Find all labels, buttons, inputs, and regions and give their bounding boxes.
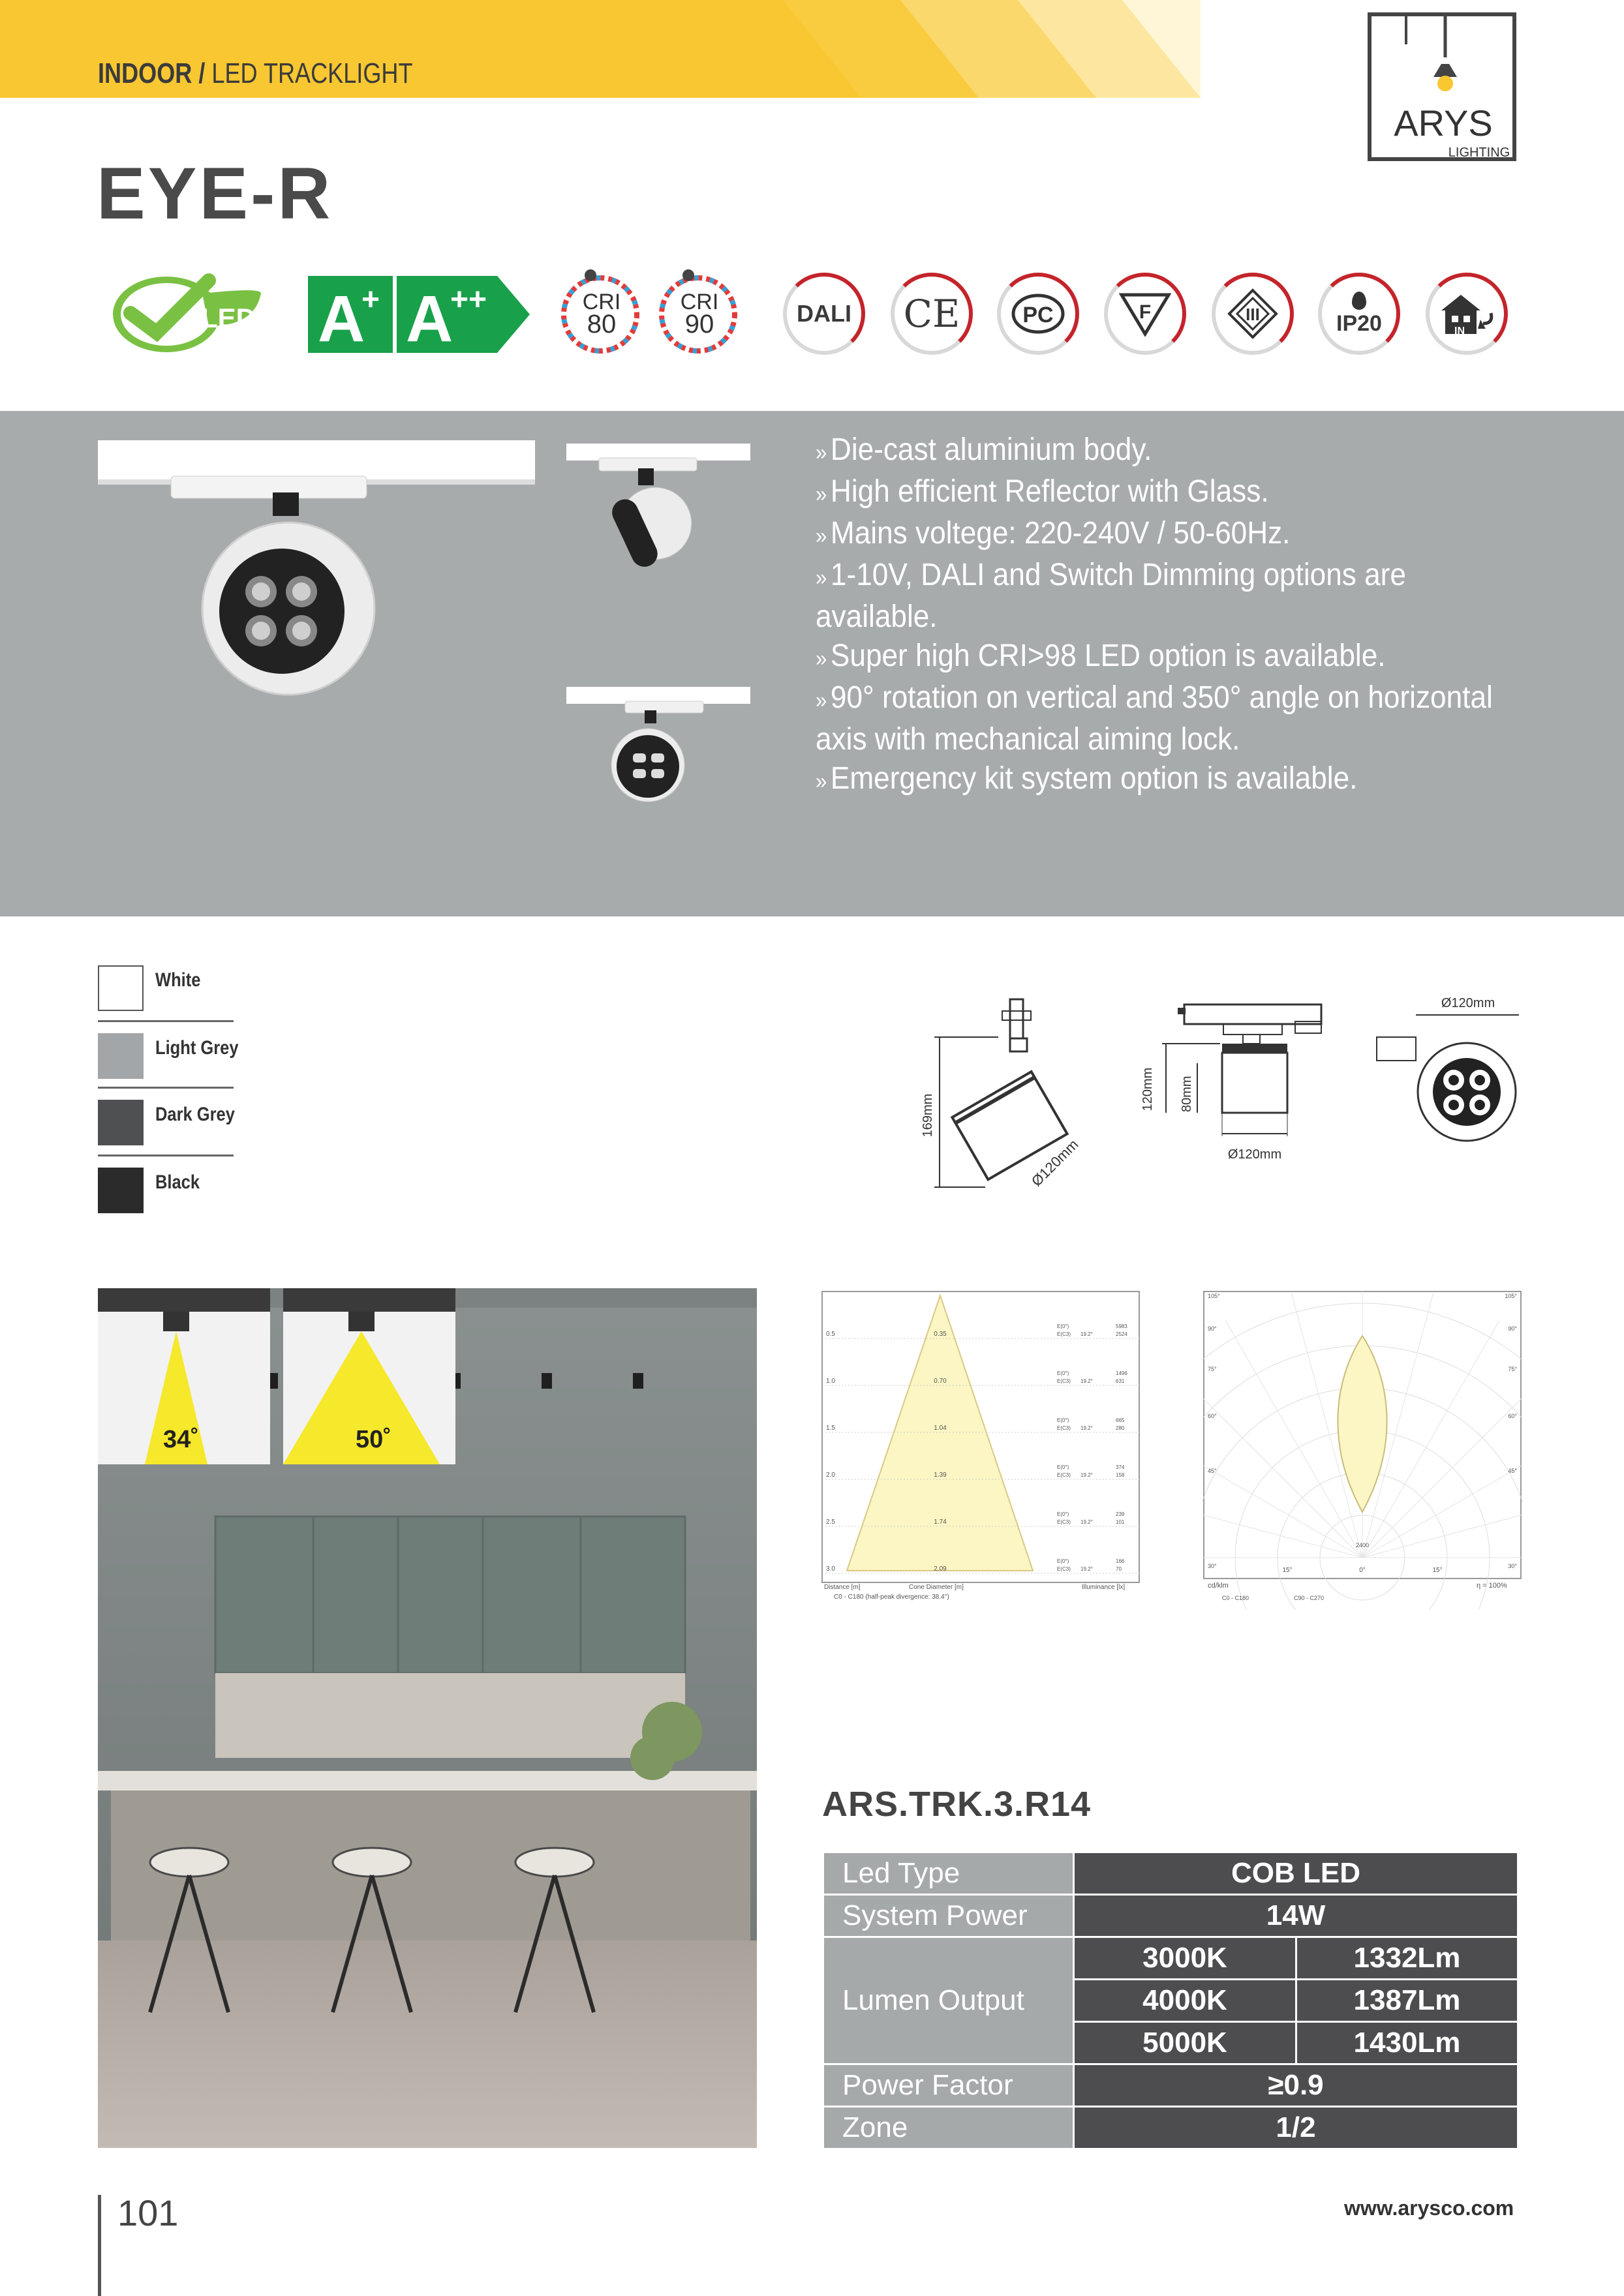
cone-half-angle: 19.2° [1080,1566,1093,1572]
zone-label: Zone [823,2107,1074,2149]
cone-diameter-value: 2.09 [934,1565,947,1573]
dim-height-2: 120mm [1141,1067,1155,1111]
lumen-value: 1430Lm [1296,2022,1518,2064]
cone-half-angle: 19.2° [1080,1519,1093,1525]
feature-text: Emergency kit system option is available. [830,761,1358,796]
cone-diameter-value: 0.70 [934,1378,947,1385]
class3-badge [1212,273,1294,355]
cone-distance-label: 1.0 [826,1378,835,1385]
swatch-light-grey [98,1033,144,1079]
cri80-value: 80 [587,310,617,339]
swatch-label: Black [155,1171,200,1193]
bullet-icon: » [816,440,827,465]
polar-diagram [1203,1290,1522,1610]
logo-sub: LIGHTING [1448,145,1510,160]
lumen-cct: 3000K [1074,1937,1296,1980]
swatch-divider [98,1087,234,1089]
polar-angle-left: 30° [1208,1563,1217,1569]
cone-distance-label: 1.5 [826,1425,835,1432]
cone-illuminance-edge: 101 [1116,1519,1125,1525]
lumen-value: 1332Lm [1296,1937,1518,1980]
polar-angle-left: 60° [1208,1413,1217,1419]
swatch-divider [98,1155,234,1156]
dim-height-1: 169mm [921,1093,935,1138]
cone-half-angle: 19.2° [1080,1378,1093,1384]
cone-diameter-value: 1.39 [934,1472,947,1479]
polar-legend-1: C0 - C180 [1222,1595,1249,1601]
swatch-white [98,965,144,1011]
website-link[interactable]: www.arysco.com [1344,2196,1514,2220]
dim-diameter-3: Ø120mm [1441,996,1495,1010]
model-code: ARS.TRK.3.R14 [822,1785,1092,1824]
product-image-side [566,444,750,574]
energy-a1: A [318,282,365,353]
category-breadcrumb [98,57,412,90]
dimension-drawing-side [913,991,1103,1213]
table-row [823,1895,1518,1937]
polar-angle-right: 60° [1508,1413,1517,1419]
polar-ring-label: 2400 [1355,1542,1370,1548]
bullet-icon: » [816,688,827,713]
water-drop-icon [1352,292,1366,310]
table-row [823,1852,1518,1895]
polar-angle-left: 105° [1208,1293,1220,1299]
bullet-icon: » [816,566,827,590]
ip20-badge [1318,273,1400,355]
dimension-drawing-top [1370,991,1527,1148]
feature-item [816,637,1530,678]
lumen-cct: 4000K [1074,1980,1296,2022]
spec-table [822,1851,1519,2150]
polar-angle-right: 30° [1508,1563,1517,1569]
f-mark-text: F [1139,301,1152,323]
cri90-badge [652,267,744,359]
category-main: INDOOR / [98,57,206,89]
energy-a2-sup: ++ [450,282,487,317]
zone-value: 1/2 [1074,2107,1518,2149]
feature-text: 1-10V, DALI and Switch Dimming options are available. [816,558,1406,634]
indoor-text: IN [1454,325,1465,337]
dim-body-2: 80mm [1180,1076,1194,1112]
cone-illuminance-edge: 280 [1116,1425,1125,1431]
polar-angle-left: 90° [1208,1325,1217,1332]
power-value: 14W [1074,1895,1518,1937]
feature-item [816,759,1530,801]
led-type-label: Led Type [823,1852,1074,1895]
cone-illuminance-edge: 158 [1116,1472,1125,1478]
cone-half-angle: 19.2° [1080,1331,1093,1337]
cone-e0-label: E(0°) [1057,1370,1069,1376]
cri80-label: CRI [582,290,621,314]
cone-diameter-label: Cone Diameter [m] [909,1584,964,1591]
pf-value: ≥0.9 [1074,2064,1518,2107]
dimension-drawing-front [1132,991,1334,1181]
product-image-front [566,687,750,804]
polar-angle-right: 90° [1508,1325,1517,1332]
pc-mark: PC [1022,303,1054,327]
logo-name: ARYS [1394,102,1493,144]
cone-half-angle: 19.2° [1080,1425,1093,1431]
energy-a2: A [406,282,453,353]
cone-ec3-label: E(C3) [1057,1425,1071,1431]
ip20-text: IP20 [1336,310,1382,336]
arys-logo [1367,12,1520,167]
page-number: 101 [117,2192,179,2233]
dali-badge: DALI [783,273,865,355]
pc-badge [997,273,1079,355]
feature-item [816,514,1530,556]
cone-half-angle: 19.2° [1080,1472,1093,1478]
dim-diameter-1: Ø120mm [1028,1136,1082,1190]
cone-x-label: Distance [m] [824,1584,861,1591]
cone-e0-label: E(0°) [1057,1511,1069,1517]
polar-angle-right: 45° [1508,1468,1517,1474]
color-options [98,965,294,1213]
led-badge-text: LED [201,303,256,333]
class3-text: III [1246,305,1260,324]
cone-e0-label: E(0°) [1057,1558,1069,1564]
led-badge [104,267,268,352]
cri90-value: 90 [684,310,714,339]
cone-illuminance-edge: 70 [1116,1566,1122,1572]
table-row [823,2064,1518,2107]
cone-diameter-value: 0.35 [934,1331,947,1338]
cone-diameter-value: 1.74 [934,1518,947,1526]
cri90-label: CRI [680,290,719,314]
feature-item [816,556,1530,637]
swatch-dark-grey [98,1100,144,1145]
cone-e0-label: E(0°) [1057,1464,1069,1470]
cone-distance-label: 3.0 [826,1565,835,1573]
cone-illuminance-edge: 631 [1116,1378,1125,1384]
dim-diameter-2: Ø120mm [1227,1147,1282,1162]
feature-text: High efficient Reflector with Glass. [830,474,1269,509]
cone-e0-label: E(0°) [1057,1323,1069,1329]
cri80-badge [555,267,646,359]
polar-legend-2: C90 - C270 [1294,1595,1325,1601]
cone-e0-label: E(0°) [1057,1417,1069,1423]
polar-angle-left: 75° [1208,1366,1217,1372]
cone-illuminance-label: Illuminance [lx] [1082,1584,1126,1591]
polar-bottom-left: 15° [1282,1567,1293,1574]
bullet-icon: » [816,646,827,671]
polar-angle-right: 105° [1505,1293,1517,1299]
feature-item [816,430,1530,472]
polar-bottom-right: 15° [1432,1567,1443,1574]
beam-angle-34: 34˚ [163,1426,199,1453]
cone-illuminance-center: 166 [1116,1558,1125,1564]
polar-bottom-0: 0° [1359,1567,1366,1574]
footer-divider [98,2195,101,2296]
f-mark-badge [1104,273,1186,355]
cone-distance-label: 2.0 [826,1472,835,1479]
feature-text: Die-cast aluminium body. [830,432,1152,467]
polar-unit: cd/klm [1208,1582,1229,1590]
cone-distance-label: 0.5 [826,1331,835,1338]
cone-ec3-label: E(C3) [1057,1472,1071,1478]
swatch-label: Dark Grey [155,1104,235,1125]
polar-eta: η = 100% [1477,1582,1507,1590]
cone-illuminance-center: 1496 [1116,1370,1127,1376]
lumen-cct: 5000K [1074,2022,1296,2064]
polar-angle-right: 75° [1508,1366,1517,1372]
cone-legend: C0 - C180 (half-peak divergence: 38.4°) [834,1594,949,1601]
feature-list [816,430,1533,801]
ce-badge: CE [891,273,973,355]
led-type-value: COB LED [1074,1852,1518,1895]
feature-item [816,472,1530,514]
cone-diameter-value: 1.04 [934,1425,947,1432]
pf-label: Power Factor [823,2064,1074,2107]
lumen-label: Lumen Output [823,1937,1074,2064]
energy-a1-sup: + [361,282,380,317]
feature-text: Super high CRI>98 LED option is available. [830,639,1386,673]
bullet-icon: » [816,482,827,507]
product-image-main [98,440,535,714]
cone-distance-label: 2.5 [826,1518,835,1526]
bullet-icon: » [816,769,827,794]
swatch-label: White [155,969,201,991]
table-row [823,2107,1518,2149]
feature-text: 90° rotation on vertical and 350° angle on horizontal axis with mechanical aiming lock. [816,680,1493,757]
cone-diagram [821,1290,1141,1610]
cone-ec3-label: E(C3) [1057,1331,1071,1337]
polar-angle-left: 45° [1208,1468,1217,1474]
energy-class-badge [308,276,530,353]
feature-item [816,678,1530,759]
cone-illuminance-center: 239 [1116,1511,1125,1517]
cone-illuminance-edge: 2524 [1116,1331,1127,1337]
cone-ec3-label: E(C3) [1057,1378,1071,1384]
swatch-divider [98,1020,234,1022]
cone-illuminance-center: 665 [1116,1417,1125,1423]
swatch-black [98,1168,144,1213]
cone-ec3-label: E(C3) [1057,1566,1071,1572]
power-label: System Power [823,1895,1074,1937]
swatch-label: Light Grey [155,1037,239,1059]
indoor-badge [1426,273,1508,355]
cone-illuminance-center: 5983 [1116,1323,1127,1329]
bullet-icon: » [816,524,827,549]
application-photo [98,1288,757,2148]
category-sub: LED TRACKLIGHT [211,57,413,89]
cone-illuminance-center: 374 [1116,1464,1125,1470]
product-title: EYE-R [97,153,333,234]
feature-text: Mains voltege: 220-240V / 50-60Hz. [830,516,1291,551]
cone-ec3-label: E(C3) [1057,1519,1071,1525]
table-row [823,1937,1518,1980]
lumen-value: 1387Lm [1296,1980,1518,2022]
beam-angle-50: 50˚ [356,1426,391,1453]
